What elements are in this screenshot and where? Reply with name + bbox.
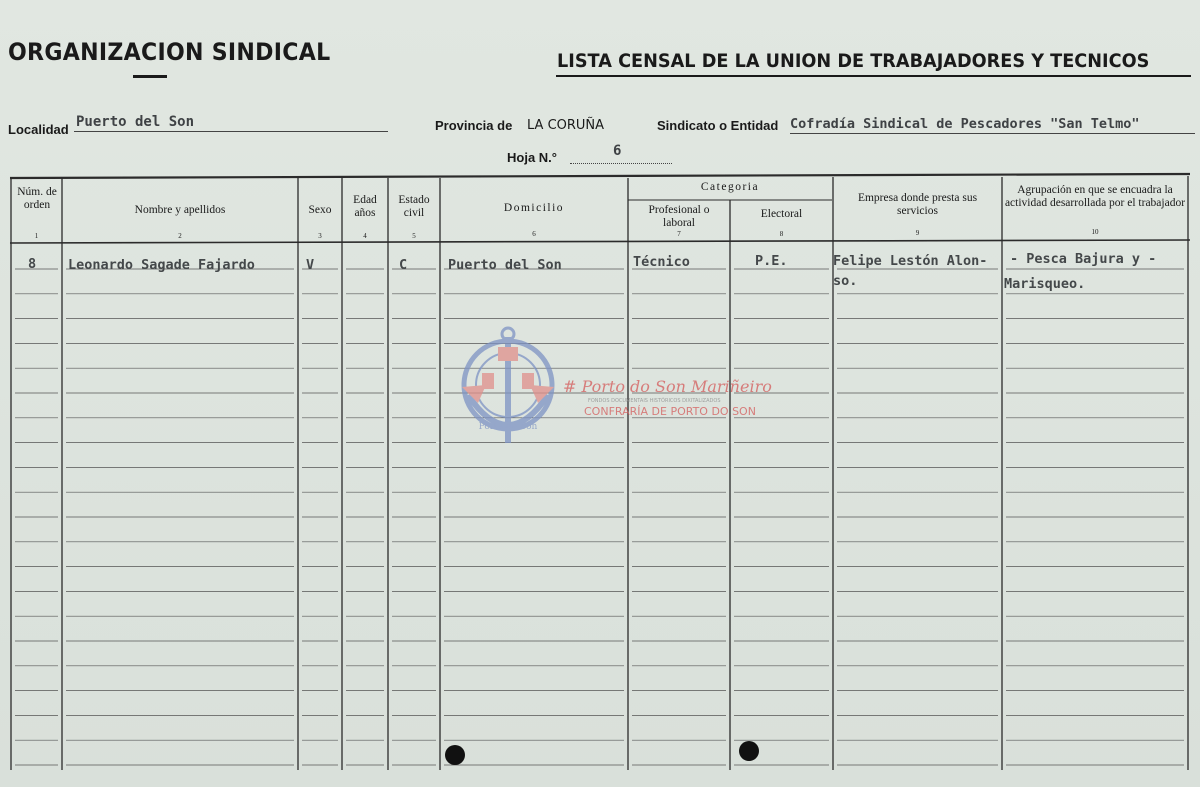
- organization-title: ORGANIZACION SINDICAL: [8, 38, 331, 66]
- cell-nombre: Leonardo Sagade Fajardo: [68, 257, 255, 273]
- hoja-value: 6: [613, 143, 622, 159]
- col-num-8: 8: [779, 230, 784, 238]
- cell-profesional: Técnico: [633, 254, 690, 270]
- cell-agrupacion-cont: Marisqueo.: [1004, 276, 1086, 292]
- sindicato-value: Cofradía Sindical de Pescadores "San Telmo": [790, 116, 1140, 132]
- cell-empresa: Felipe Lestón Alon-: [833, 253, 988, 269]
- seal-text: Porto do Son: [478, 422, 538, 432]
- col-num-5: 5: [412, 232, 416, 240]
- header-nombre: Nombre y apellidos: [134, 204, 226, 216]
- punch-hole-left: [445, 745, 465, 765]
- anchor-seal-icon: [458, 325, 558, 460]
- header-estado: Estado civil: [398, 194, 430, 219]
- provincia-label: Provincia de: [435, 118, 513, 133]
- col-num-4: 4: [363, 232, 367, 240]
- cell-orden: 8: [28, 256, 37, 272]
- col-num-7: 7: [677, 230, 681, 238]
- col-num-2: 2: [178, 232, 182, 240]
- header-edad: Edad años: [353, 194, 377, 219]
- header-empresa: Empresa donde presta sus servicios: [857, 192, 978, 217]
- sindicato-label: Sindicato o Entidad: [657, 118, 779, 133]
- cell-electoral: P.E.: [755, 253, 788, 269]
- watermark-owner: CONFRARÍA DE PORTO DO SON: [584, 405, 756, 418]
- cell-sexo: V: [306, 257, 315, 273]
- watermark-title: # Porto do Son Mariñeiro: [563, 377, 772, 396]
- header-electoral: Electoral: [760, 208, 803, 220]
- punch-hole-right: [739, 741, 759, 761]
- localidad-label: Localidad: [8, 122, 69, 137]
- col-num-6: 6: [532, 230, 536, 238]
- col-num-10: 10: [1091, 228, 1099, 236]
- header-agrupacion: Agrupación en que se encuadra la actividad desarrollada por el trabajador: [1004, 184, 1186, 209]
- provincia-value: LA CORUÑA: [527, 118, 605, 133]
- header-num-orden: Núm. de orden: [17, 186, 57, 211]
- cell-domicilio: Puerto del Son: [448, 257, 562, 273]
- cell-estado: C: [399, 257, 408, 273]
- header-domicilio: Domicilio: [503, 202, 565, 214]
- cell-agrupacion: - Pesca Bajura y -: [1010, 251, 1157, 267]
- col-num-3: 3: [318, 232, 322, 240]
- hoja-label: Hoja N.°: [507, 150, 557, 165]
- localidad-value: Puerto del Son: [76, 114, 195, 130]
- col-num-9: 9: [915, 229, 920, 237]
- form-title: LISTA CENSAL DE LA UNION DE TRABAJADORES Y TECNICOS: [557, 50, 1150, 72]
- header-profesional: Profesional o laboral: [648, 204, 710, 229]
- cell-empresa-cont: so.: [833, 273, 858, 289]
- header-sexo: Sexo: [308, 204, 332, 216]
- col-num-1: 1: [34, 232, 39, 240]
- header-categoria: Categoria: [700, 181, 760, 193]
- watermark-subtitle: FONDOS DOCUMENTAIS HISTÓRICOS DIXITALIZADOS: [588, 398, 721, 404]
